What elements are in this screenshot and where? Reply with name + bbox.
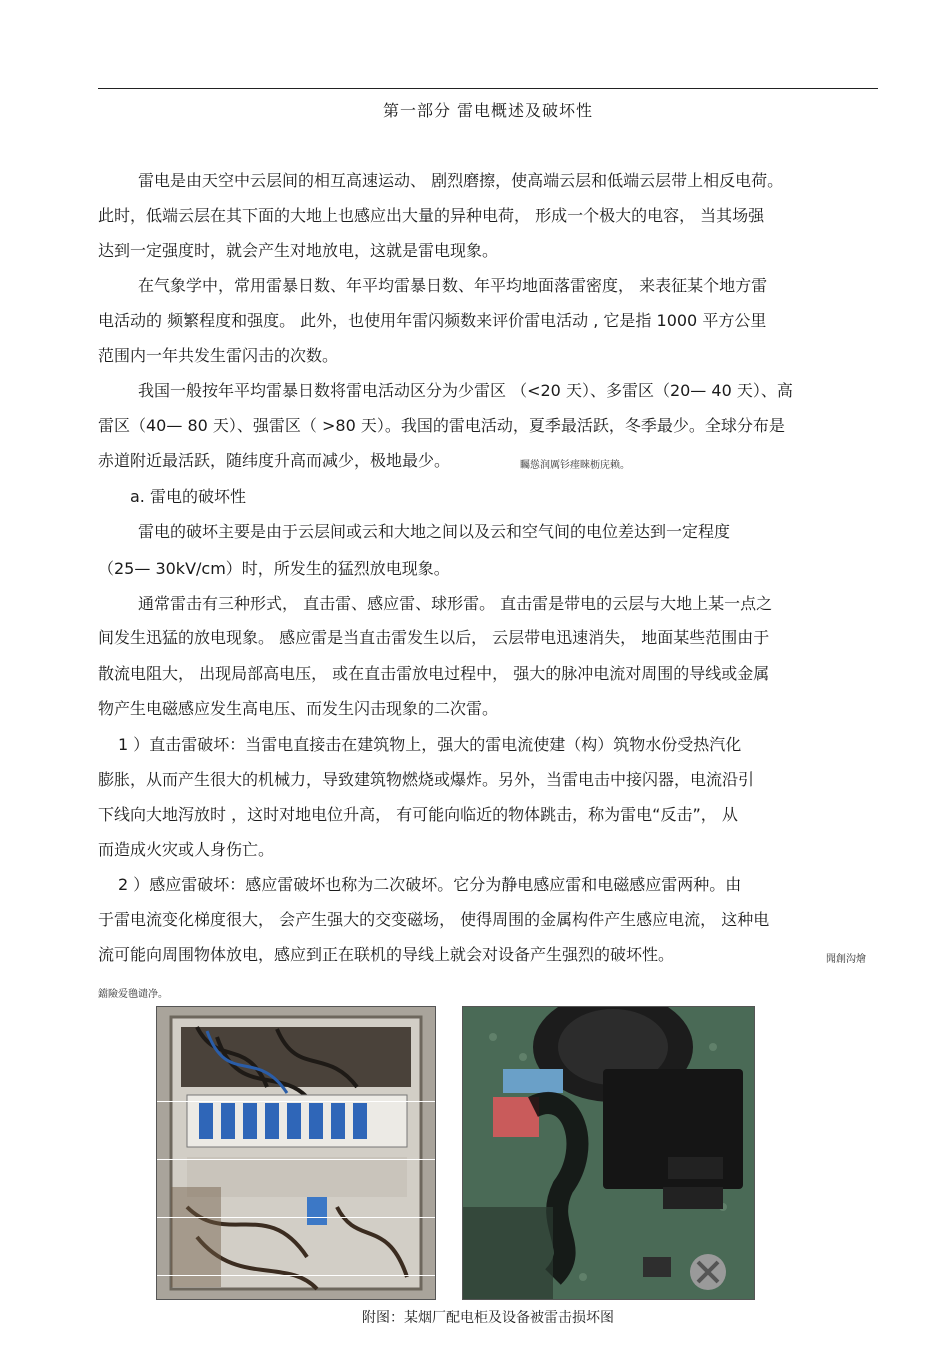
text-line: 我国一般按年平均雷暴日数将雷电活动区分为少雷区 （<20 天）、多雷区（20— 40 天）、高 <box>138 381 793 400</box>
text-line: 达到一定强度时，就会产生对地放电，这就是雷电现象。 <box>98 241 499 260</box>
subsection-heading: a. 雷电的破坏性 <box>130 487 246 506</box>
text-line: 于雷电流变化梯度很大， 会产生强大的交变磁场， 使得周围的金属构件产生感应电流， 这种电 <box>98 910 770 929</box>
figure-caption: 附图：某烟厂配电柜及设备被雷击损坏图 <box>362 1310 614 1326</box>
header-rule <box>98 88 878 89</box>
text-line: 此时，低端云层在其下面的大地上也感应出大量的异种电荷， 形成一个极大的电容， 当其场强 <box>98 206 765 225</box>
text-line: 1 ）直击雷破坏：当雷电直接击在建筑物上，强大的雷电流使建（构）筑物水份受热汽化 <box>118 735 742 754</box>
section-heading: 第一部分 雷电概述及破坏性 <box>382 101 594 120</box>
text-line: 下线向大地泻放时 ，这时对地电位升高， 有可能向临近的物体跳击，称为雷电“反击”， 从 <box>98 805 738 824</box>
text-line: 雷电是由天空中云层间的相互高速运动、 剧烈磨擦，使高端云层和低端云层带上相反电荷。 <box>138 171 784 190</box>
text-line: 散流电阻大， 出现局部高电压， 或在直击雷放电过程中， 强大的脉冲电流对周围的导线或金属 <box>98 664 770 683</box>
text-line: 在气象学中，常用雷暴日数、年平均雷暴日数、年平均地面落雷密度， 来表征某个地方雷 <box>138 276 768 295</box>
cabinet-photo-drawing <box>157 1007 435 1299</box>
text-line: 物产生电磁感应发生高电压、而发生闪击现象的二次雷。 <box>98 699 499 718</box>
text-line: 雷区（40— 80 天）、强雷区（ >80 天）。我国的雷电活动，夏季最活跃，冬季最少。全球分布是 <box>98 416 785 435</box>
text-line: 赤道附近最活跃，随纬度升高而减少，极地最少。 <box>98 451 451 470</box>
text-line: 间发生迅猛的放电现象。 感应雷是当直击雷发生以后， 云层带电迅速消失， 地面某些范围由于 <box>98 628 770 647</box>
text-line: 通常雷击有三种形式， 直击雷、感应雷、球形雷。 直击雷是带电的云层与大地上某一点之 <box>138 594 773 613</box>
text-line: 2 ）感应雷破坏：感应雷破坏也称为二次破坏。它分为静电感应雷和电磁感应雷两种。由 <box>118 875 742 894</box>
text-line: 而造成火灾或人身伤亡。 <box>98 840 275 859</box>
text-line: 电活动的 频繁程度和强度。 此外，也使用年雷闪频数来评价雷电活动 , 它是指 1000 平方公里 <box>98 311 767 330</box>
circuit-board-photo <box>462 1006 755 1300</box>
text-line: 流可能向周围物体放电，感应到正在联机的导线上就会对设备产生强烈的破坏性。 <box>98 945 675 964</box>
text-line: （25— 30kV/cm）时，所发生的猛烈放电现象。 <box>98 559 450 578</box>
circuit-board-photo-drawing <box>463 1007 754 1299</box>
garbled-note: 矚慫润厲钐瘗睞枥庑赖。 <box>520 460 630 471</box>
garbled-note: 鐺險爱氇谴净。 <box>98 989 168 1000</box>
garbled-note: 聞創沟燴 <box>826 954 866 965</box>
text-line: 范围内一年共发生雷闪击的次数。 <box>98 346 339 365</box>
cabinet-photo <box>156 1006 436 1300</box>
text-line: 雷电的破坏主要是由于云层间或云和大地之间以及云和空气间的电位差达到一定程度 <box>138 522 731 541</box>
text-line: 膨胀，从而产生很大的机械力，导致建筑物燃烧或爆炸。另外，当雷电击中接闪器，电流沿引 <box>98 770 755 789</box>
